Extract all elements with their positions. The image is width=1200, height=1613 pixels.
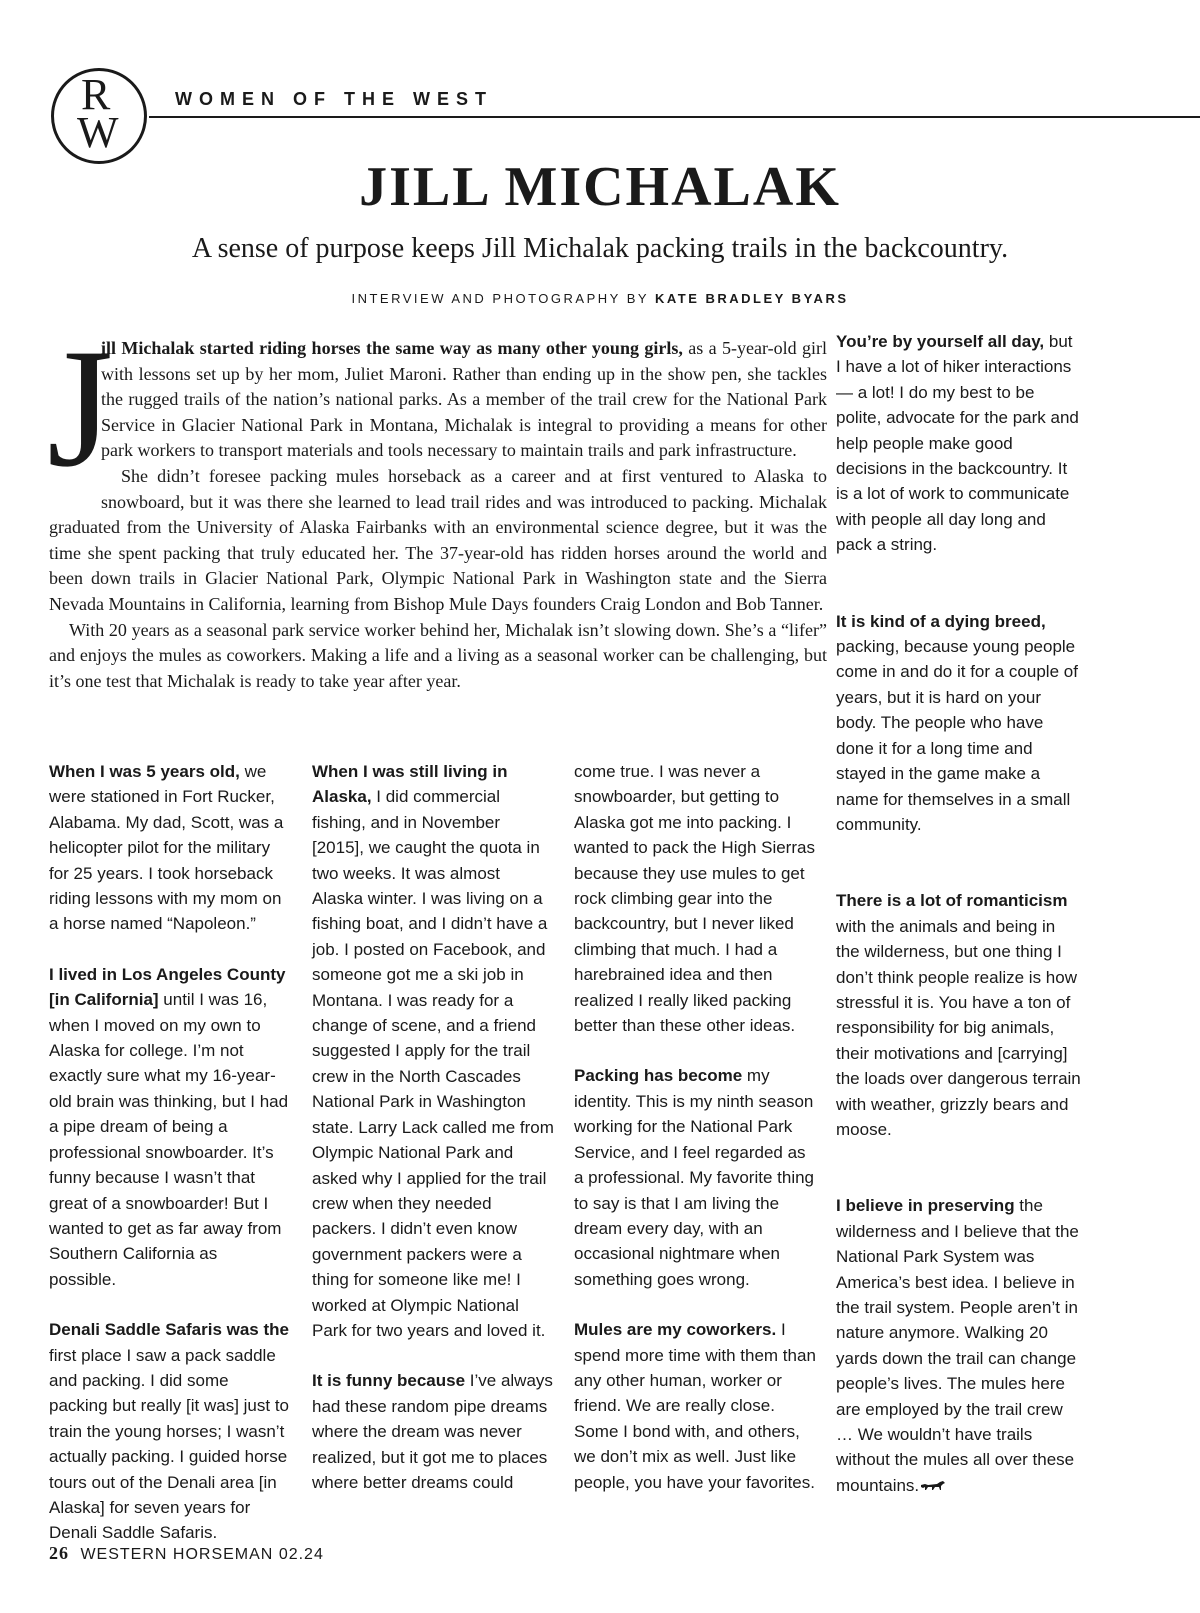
qa-paragraph [312, 759, 554, 1343]
qa-paragraph [574, 1317, 818, 1495]
qa-lead: Denali Saddle Safaris was the [49, 1320, 289, 1340]
qa-text: packing, because young people come in and do it for a couple of years, but it is hard on your body. The people who have done it for a long time and stayed in the game make a name for themselves in a small community. [836, 637, 1078, 834]
qa-paragraph [574, 1063, 818, 1292]
qa-lead: When I was 5 years old, [49, 762, 240, 781]
intro-lead: ill Michalak started riding horses the same way as many other young girls, [101, 338, 683, 358]
header-divider [149, 116, 1200, 118]
column-1 [49, 759, 289, 1571]
qa-lead: It is funny because [312, 1371, 466, 1391]
qa-paragraph [574, 759, 818, 1038]
issue-date: 02.24 [278, 1546, 324, 1563]
qa-paragraph [836, 888, 1081, 1142]
qa-lead: Packing has become [574, 1066, 743, 1086]
byline [0, 291, 1150, 306]
qa-text: I spend more time with them than any other human, worker or friend. We are really close. Some I bond with, and others, we don’t mix as well. Just like people, you have your favorites. [574, 1320, 816, 1492]
byline-author: KATE BRADLEY BYARS [654, 291, 849, 306]
qa-text: I’ve always had these random pipe dreams where the dream was never realized, but it got me to places where better dreams could [312, 1371, 553, 1492]
qa-paragraph [49, 962, 289, 1292]
qa-text: first place I saw a pack saddle and packing. I did some packing but really [it was] just to train the young horses; I wasn’t actually packing. I guided horse tours out of the Denali area [in Alaska] for seven years for Denali Saddle Safaris. [49, 1345, 290, 1543]
article-subtitle: A sense of purpose keeps Jill Michalak packing trails in the backcountry. [191, 233, 1009, 264]
qa-lead: I believe in preserving [836, 1196, 1015, 1216]
intro-paragraph-2: She didn’t foresee packing mules horseback as a career and at first ventured to Alaska to snowboard, but it was there she learned to lead trail rides and was introduced to packing. Michalak graduated from the University of Alaska Fairbanks with an environmental science degree, but it was the time she spent packing that truly educated her. The 37-year-old has ridden horses around the world and been down trails in Glacier National Park, Olympic National Park in Washington state and the Sierra Nevada Mountains in California, learning from Bishop Mule Days founders Craig London and Bob Tanner. [49, 465, 827, 614]
qa-text: until I was 16, when I moved on my own to Alaska for college. I’m not exactly sure what my 16-year-old brain was thinking, but I had a pipe dream of being a professional snowboarder. It’s funny because I wasn’t that great of a snowboarder! But I wanted to get as far away from Southern California as possible. [49, 990, 289, 1289]
column-4 [836, 329, 1081, 1549]
qa-paragraph [49, 759, 289, 937]
horse-icon [919, 1479, 947, 1493]
qa-paragraph [836, 1193, 1081, 1498]
qa-text: I did commercial fishing, and in November [2015], we caught the quota in two weeks. It was almost Alaska winter. I was living on a fishing boat, and I didn’t have a job. I posted on Facebook, and someone got me a ski job in Montana. I was ready for a change of scene, and a friend suggested I apply for the trail crew in the North Cascades National Park in Washington state. Larry Lack called me from Olympic National Park and asked why I applied for the trail crew when they needed packers. I didn’t even know government packers were a thing for someone like me! I worked at Olympic National Park for two years and loved it. [312, 787, 554, 1340]
qa-lead: Mules are my coworkers. [574, 1320, 777, 1340]
qa-text: we were stationed in Fort Rucker, Alabama. My dad, Scott, was a helicopter pilot for the military for 25 years. I took horseback riding lessons with my mom on a horse named “Napoleon.” [49, 762, 284, 934]
qa-text: my identity. This is my ninth season working for the National Park Service, and I feel regarded as a professional. My favorite thing to say is that I am living the dream every day, with an occasional nightmare when something goes wrong. [574, 1066, 815, 1289]
logo-letter-w: W [77, 108, 119, 157]
qa-lead: There is a lot of romanticism [836, 891, 1068, 911]
qa-lead: When I was still living in Alaska, [312, 762, 508, 807]
page-footer [49, 1543, 324, 1564]
intro-paragraph-1 [47, 314, 827, 502]
publication-name: WESTERN HORSEMAN [80, 1546, 274, 1563]
column-3 [574, 759, 818, 1520]
intro-paragraph-3: With 20 years as a seasonal park service worker behind her, Michalak isn’t slowing down. She’s a “lifer” and enjoys the mules as coworkers. Making a life and a living as a seasonal worker can be challenging, but it’s one test that Michalak is ready to take year after year. [49, 619, 827, 691]
qa-text: the wilderness and I believe that the National Park System was America’s best idea. I believe in the trail system. People aren’t in nature anymore. Walking 20 yards down the trail can change people’s lives. The mules here are employed by the trail crew … We wouldn’t have trails without the mules all over these mountains. [836, 1196, 1079, 1495]
qa-paragraph [836, 609, 1081, 838]
page-number: 26 [49, 1543, 69, 1563]
page-title: JILL MICHALAK [359, 156, 841, 218]
qa-lead: It is kind of a dying breed, [836, 611, 1046, 631]
qa-lead: I lived in Los Angeles County [in California] [49, 964, 286, 1010]
qa-paragraph [836, 329, 1081, 558]
logo-letter-r: R [81, 70, 111, 119]
byline-prefix: INTERVIEW AND PHOTOGRAPHY BY [351, 291, 649, 306]
qa-paragraph [49, 1317, 289, 1546]
column-2 [312, 759, 554, 1520]
qa-text: with the animals and being in the wilderness, but one thing I don’t think people realize is how stressful it is. You have a ton of responsibility for big animals, their motivations and [carrying] the loads over dangerous terrain with weather, grizzly bears and moose. [836, 916, 1081, 1139]
rw-monogram-icon [51, 68, 147, 164]
intro-p1-text: as a 5-year-old girl with lessons set up by her mom, Juliet Maroni. Rather than ending up in the show pen, she tackles the rugged trails of the nation’s national parks. As a member of the trail crew for the National Park Service in Glacier National Park in Montana, Michalak is integral to providing a means for other park workers to transport materials and tools necessary to maintain trails and park infrastructure. [101, 338, 827, 461]
qa-paragraph [312, 1368, 554, 1495]
qa-text: but I have a lot of hiker interactions — a lot! I do my best to be polite, advocate for the park and help people make good decisions in the backcountry. It is a lot of work to communicate with people all day long and pack a string. [836, 332, 1079, 555]
section-label: WOMEN OF THE WEST [175, 89, 493, 109]
intro-text [47, 314, 827, 694]
qa-text: come true. I was never a snowboarder, but getting to Alaska got me into packing. I wanted to pack the High Sierras because they use mules to get rock climbing gear into the backcountry, but I never liked climbing that much. I had a harebrained idea and then realized I really liked packing better than these other ideas. [574, 762, 815, 1036]
qa-lead: You’re by yourself all day, [836, 332, 1045, 351]
drop-cap: J [47, 314, 114, 502]
